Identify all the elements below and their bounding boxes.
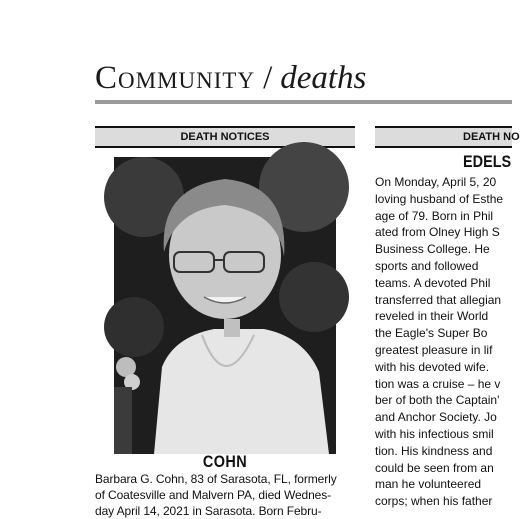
obituary-line: transferred that allegian	[375, 292, 502, 307]
obituary-line: corps; when his father	[375, 494, 493, 509]
obituary-line: could be seen from an	[375, 460, 494, 475]
obituary-line: ated from Olney High S	[375, 225, 500, 240]
obituary-line: Barbara G. Cohn, 83 of Sarasota, FL, formerly	[95, 472, 337, 486]
obituary-line: ber of both the Captain'	[375, 393, 500, 408]
section-title: Community	[95, 60, 256, 96]
obituary-line: with his infectious smil	[375, 426, 494, 441]
obituary-line: reveled in their World	[375, 309, 489, 324]
obituary-line: On Monday, April 5, 20	[375, 175, 497, 189]
obituary-line: the Eagle's Super Bo	[375, 326, 488, 341]
death-notices-header-right: DEATH NO	[375, 126, 512, 148]
obituary-line: and Anchor Society. Jo	[375, 410, 497, 425]
masthead-rule	[95, 100, 512, 104]
masthead-separator: /	[263, 60, 273, 96]
obituary-line: loving husband of Esthe	[375, 191, 504, 206]
obituary-text-cohn	[95, 471, 355, 519]
obituary-line: of Coatesville and Malvern PA, died Wednes-	[95, 488, 332, 502]
obituary-line: greatest pleasure in lif	[375, 342, 493, 357]
portrait-photo	[114, 157, 336, 454]
obituary-line: Business College. He	[375, 242, 490, 257]
obituary-line: man he volunteered	[375, 477, 482, 492]
obituary-line: with his devoted wife.	[375, 359, 490, 374]
obituary-line: day April 14, 2021 in Sarasota. Born Febru-	[95, 504, 322, 518]
obituary-line: sports and followed	[375, 258, 479, 273]
obituary-text-edels	[375, 174, 512, 510]
obituary-line: tion. His kindness and	[375, 443, 493, 458]
obituary-line: teams. A devoted Phil	[375, 275, 491, 290]
deceased-name-edels: EDELS	[463, 152, 512, 171]
deceased-name-cohn: COHN	[202, 452, 248, 471]
subsection-title: deaths	[280, 60, 367, 96]
masthead	[95, 60, 512, 100]
obituary-line: age of 79. Born in Phil	[375, 208, 494, 223]
death-notices-header-left: DEATH NOTICES	[95, 126, 355, 148]
obituary-line: tion was a cruise – he v	[375, 376, 501, 391]
